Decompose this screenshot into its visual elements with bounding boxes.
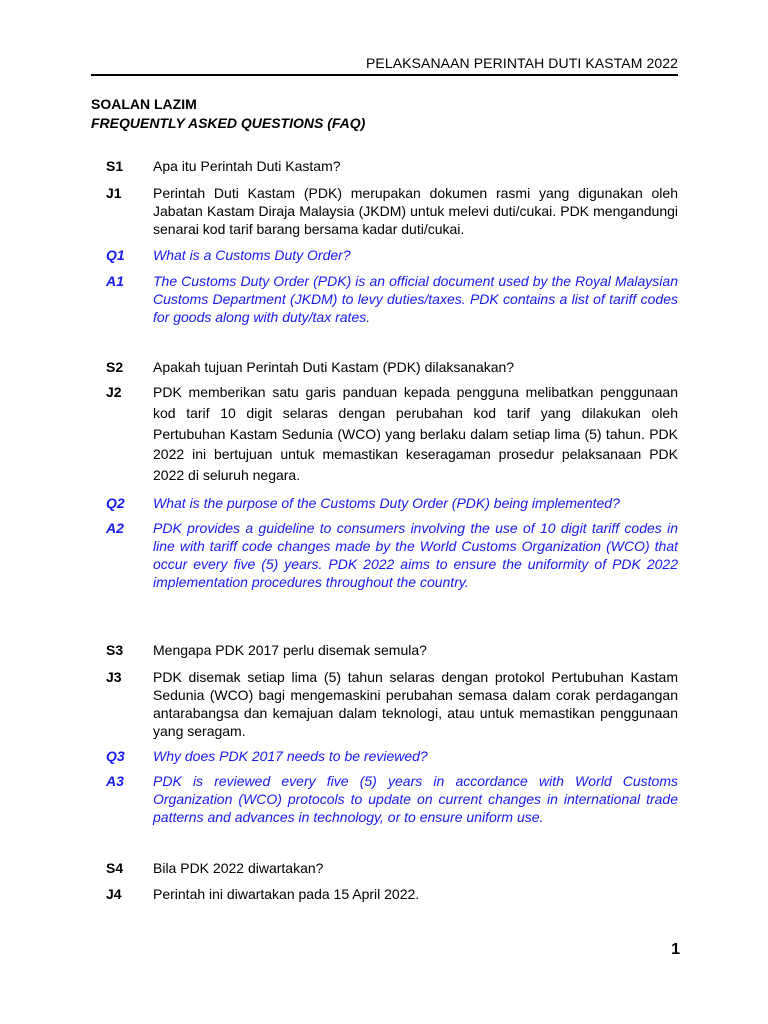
- answer-text: Perintah ini diwartakan pada 15 April 2022.: [153, 886, 420, 902]
- answer-text: The Customs Duty Order (PDK) is an official document used by the Royal Malaysian Customs Department (JKDM) to levy duties/taxes. PDK contains a list of tariff codes for goods along with duty/tax rates.: [153, 273, 678, 325]
- question-label: S4: [106, 860, 124, 876]
- answer-text: Perintah Duti Kastam (PDK) merupakan dokumen rasmi yang digunakan oleh Jabatan Kastam Diraja Malaysia (JKDM) untuk melevi duti/cukai. PDK mengandungi senarai kod tarif barang bersama kadar duti/cukai.: [153, 185, 678, 237]
- answer-text: PDK disemak setiap lima (5) tahun selaras dengan protokol Pertubuhan Kastam Sedunia (WCO) bagi mengemaskini perubahan semasa dalam corak perdagangan antarabangsa dan kemajuan dalam teknologi, atau untuk memastikan penggunaan yang seragam.: [153, 669, 678, 739]
- faq-answer-english-1: [106, 272, 678, 326]
- answer-label: A3: [106, 773, 124, 789]
- faq-question-malay-1: [106, 157, 678, 175]
- question-text: What is the purpose of the Customs Duty Order (PDK) being implemented?: [153, 495, 620, 511]
- question-text: Apakah tujuan Perintah Duti Kastam (PDK) dilaksanakan?: [153, 359, 515, 375]
- faq-question-english-2: [106, 494, 678, 512]
- page-subtitle: FREQUENTLY ASKED QUESTIONS (FAQ): [91, 115, 366, 131]
- answer-label: J2: [106, 384, 122, 400]
- question-label: Q2: [106, 495, 125, 511]
- faq-question-english-1: [106, 246, 678, 264]
- answer-label: J4: [106, 886, 122, 902]
- question-text: Mengapa PDK 2017 perlu disemak semula?: [153, 642, 427, 658]
- faq-question-malay-2: [106, 358, 678, 376]
- question-label: Q1: [106, 247, 125, 263]
- question-label: Q3: [106, 748, 125, 764]
- answer-label: A1: [106, 273, 124, 289]
- question-text: What is a Customs Duty Order?: [153, 247, 351, 263]
- question-label: S3: [106, 642, 124, 658]
- answer-text: PDK is reviewed every five (5) years in accordance with World Customs Organization (WCO) protocols to update on current changes in international trade patterns and advances in technology, or to ensure uniform use.: [153, 773, 678, 825]
- answer-label: A2: [106, 520, 124, 536]
- answer-text: PDK memberikan satu garis panduan kepada pengguna melibatkan penggunaan kod tarif 10 digit selaras dengan perubahan kod tarif yang dilakukan oleh Pertubuhan Kastam Sedunia (WCO) yang berlaku dalam setiap lima (5) tahun. PDK 2022 ini bertujuan untuk memastikan keseragaman prosedur pelaksanaan PDK 2022 di seluruh negara.: [153, 384, 678, 484]
- answer-text: PDK provides a guideline to consumers involving the use of 10 digit tariff codes in line with tariff code changes made by the World Customs Organization (WCO) that occur every five (5) years. PDK 2022 aims to ensure the uniformity of PDK 2022 implementation procedures throughout the country.: [153, 520, 678, 590]
- running-header: PELAKSANAAN PERINTAH DUTI KASTAM 2022: [365, 55, 678, 71]
- answer-label: J3: [106, 669, 122, 685]
- header-rule: [91, 74, 678, 76]
- question-label: S1: [106, 158, 124, 174]
- faq-question-malay-3: [106, 641, 678, 659]
- page-number: 1: [671, 941, 680, 958]
- faq-answer-malay-4: [106, 885, 678, 903]
- faq-answer-malay-2: [106, 382, 678, 486]
- question-text: Apa itu Perintah Duti Kastam?: [153, 158, 341, 174]
- faq-question-english-3: [106, 747, 678, 765]
- faq-answer-malay-1: [106, 184, 678, 238]
- faq-answer-malay-3: [106, 668, 678, 740]
- page-title: SOALAN LAZIM: [91, 96, 197, 112]
- faq-question-malay-4: [106, 859, 678, 877]
- faq-answer-english-2: [106, 519, 678, 591]
- faq-answer-english-3: [106, 772, 678, 826]
- question-label: S2: [106, 359, 124, 375]
- question-text: Bila PDK 2022 diwartakan?: [153, 860, 324, 876]
- question-text: Why does PDK 2017 needs to be reviewed?: [153, 748, 428, 764]
- answer-label: J1: [106, 185, 122, 201]
